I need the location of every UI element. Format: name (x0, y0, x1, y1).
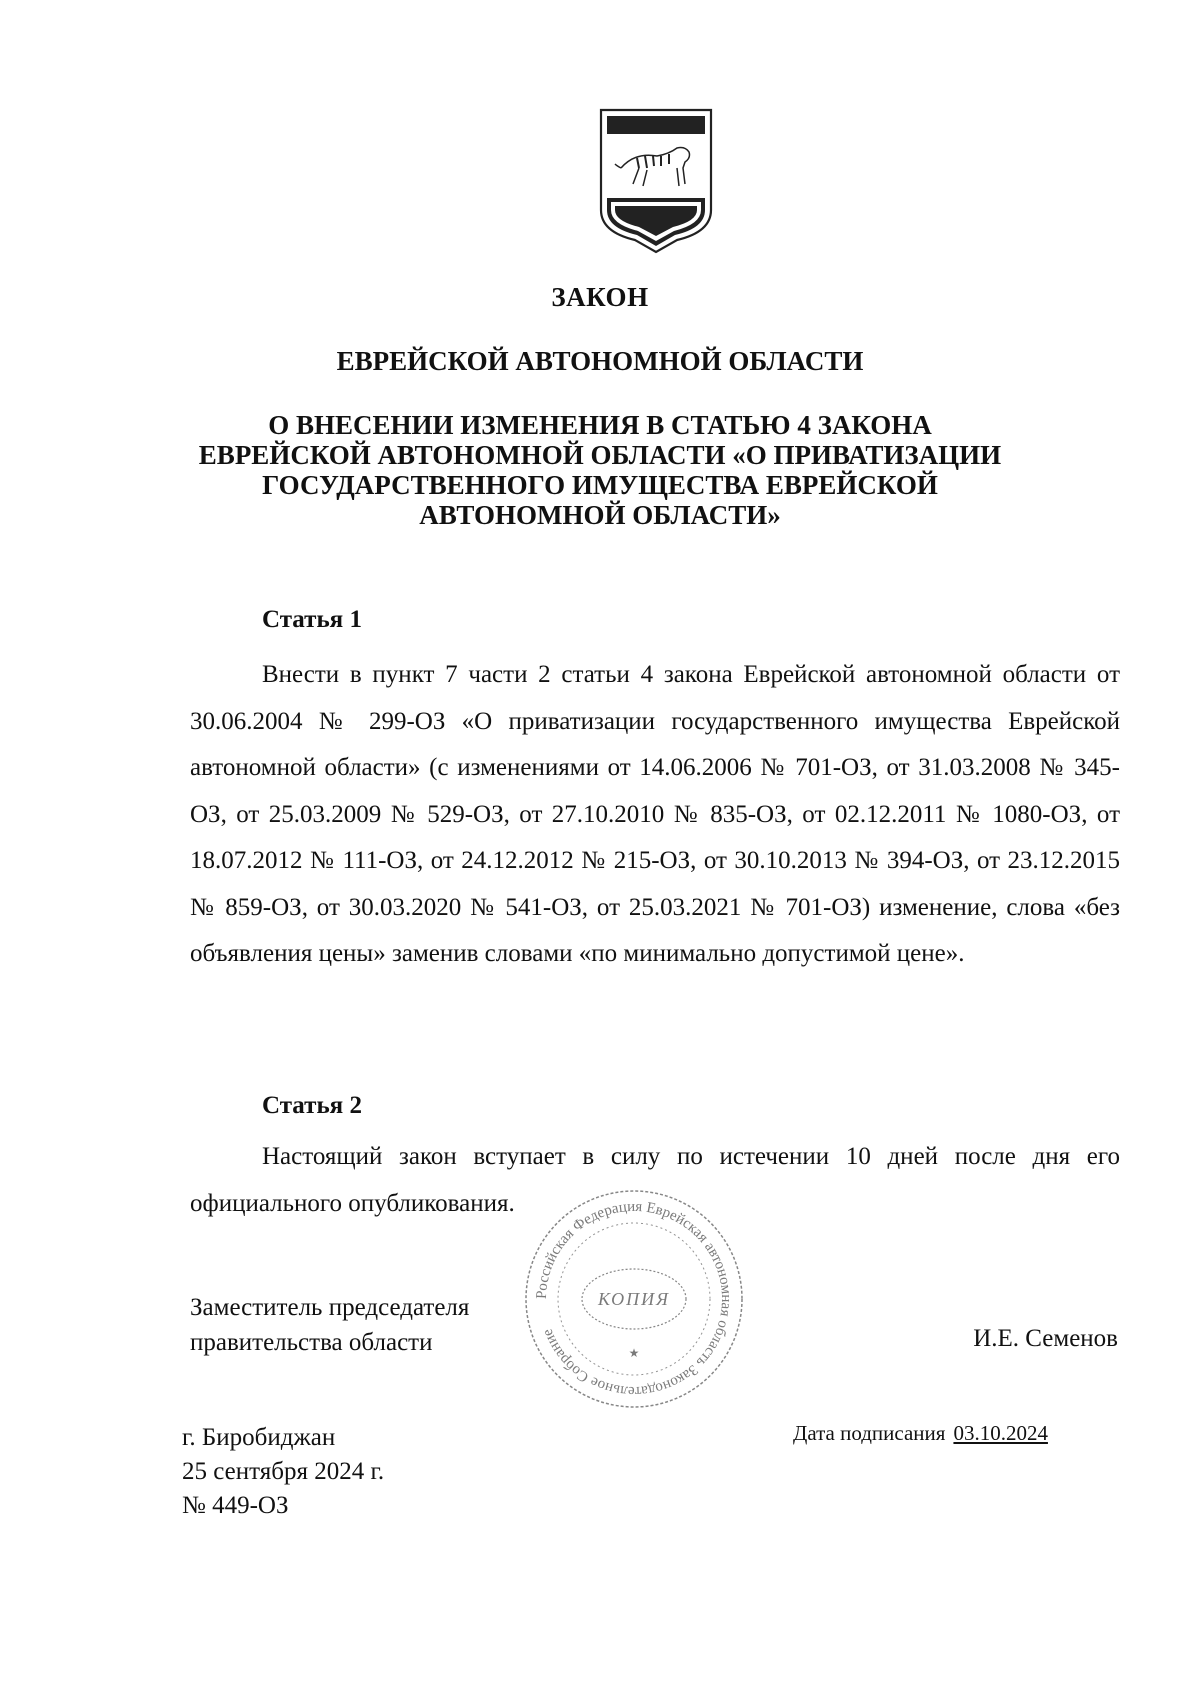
signer-position-line1: Заместитель председателя (190, 1294, 470, 1321)
stamp-center-text: КОПИЯ (598, 1289, 670, 1309)
official-stamp (522, 1187, 746, 1411)
signer-position (190, 1290, 469, 1360)
stamp-ring-text: Российская Федерация Еврейская автономная область Законодательное Собрание (533, 1198, 735, 1400)
article-1-text: Внести в пункт 7 части 2 статьи 4 закона Еврейской автономной области от 30.06.2004 № 299-ОЗ «О приватизации государственного имущества Еврейской автономной области» (с изменениями от 14.06.2006 № 701-ОЗ, от 31.03.2008 № 345-ОЗ, от 25.03.2009 № 529-ОЗ, от 27.10.2010 № 835-ОЗ, от 02.12.2011 № 1080-ОЗ, от 18.07.2012 № 111-ОЗ, от 24.12.2012 № 215-ОЗ, от 30.10.2013 № 394-ОЗ, от 23.12.2015 № 859-ОЗ, от 30.03.2020 № 541-ОЗ, от 25.03.2021 № 701-ОЗ) изменение, слова «без объявления цены» заменив словами «по минимально допустимой цене». (190, 661, 1120, 967)
article-2-heading: Статья 2 (262, 1092, 362, 1119)
tiger-icon (615, 148, 690, 187)
city: г. Биробиджан (182, 1424, 336, 1451)
signing-date-value: 03.10.2024 (953, 1421, 1048, 1445)
article-2-text: Настоящий закон вступает в силу по истечении 10 дней после дня его официального опубликования. (190, 1143, 1120, 1217)
region-title: ЕВРЕЙСКОЙ АВТОНОМНОЙ ОБЛАСТИ (336, 346, 864, 376)
signing-date-label: Дата подписания (793, 1421, 946, 1445)
law-subject-title (0, 410, 1200, 530)
stamp-star-icon: ★ (628, 1346, 640, 1360)
coat-of-arms-emblem (597, 106, 715, 256)
article-1-heading: Статья 1 (262, 606, 362, 633)
adoption-date: 25 сентября 2024 г. (182, 1458, 385, 1485)
law-number: № 449-ОЗ (182, 1492, 289, 1519)
signer-position-line2: правительства области (190, 1329, 433, 1356)
place-date-block (182, 1421, 384, 1523)
law-subject-text: О ВНЕСЕНИИ ИЗМЕНЕНИЯ В СТАТЬЮ 4 ЗАКОНА ЕВРЕЙСКОЙ АВТОНОМНОЙ ОБЛАСТИ «О ПРИВАТИЗАЦИИ ГОСУДАРСТВЕННОГО ИМУЩЕСТВА ЕВРЕЙСКОЙ АВТОНОМНОЙ ОБЛАСТИ» (198, 410, 1002, 530)
signing-date (793, 1421, 1048, 1446)
signer-name: И.Е. Семенов (973, 1325, 1118, 1352)
document-type-title: ЗАКОН (551, 282, 649, 312)
